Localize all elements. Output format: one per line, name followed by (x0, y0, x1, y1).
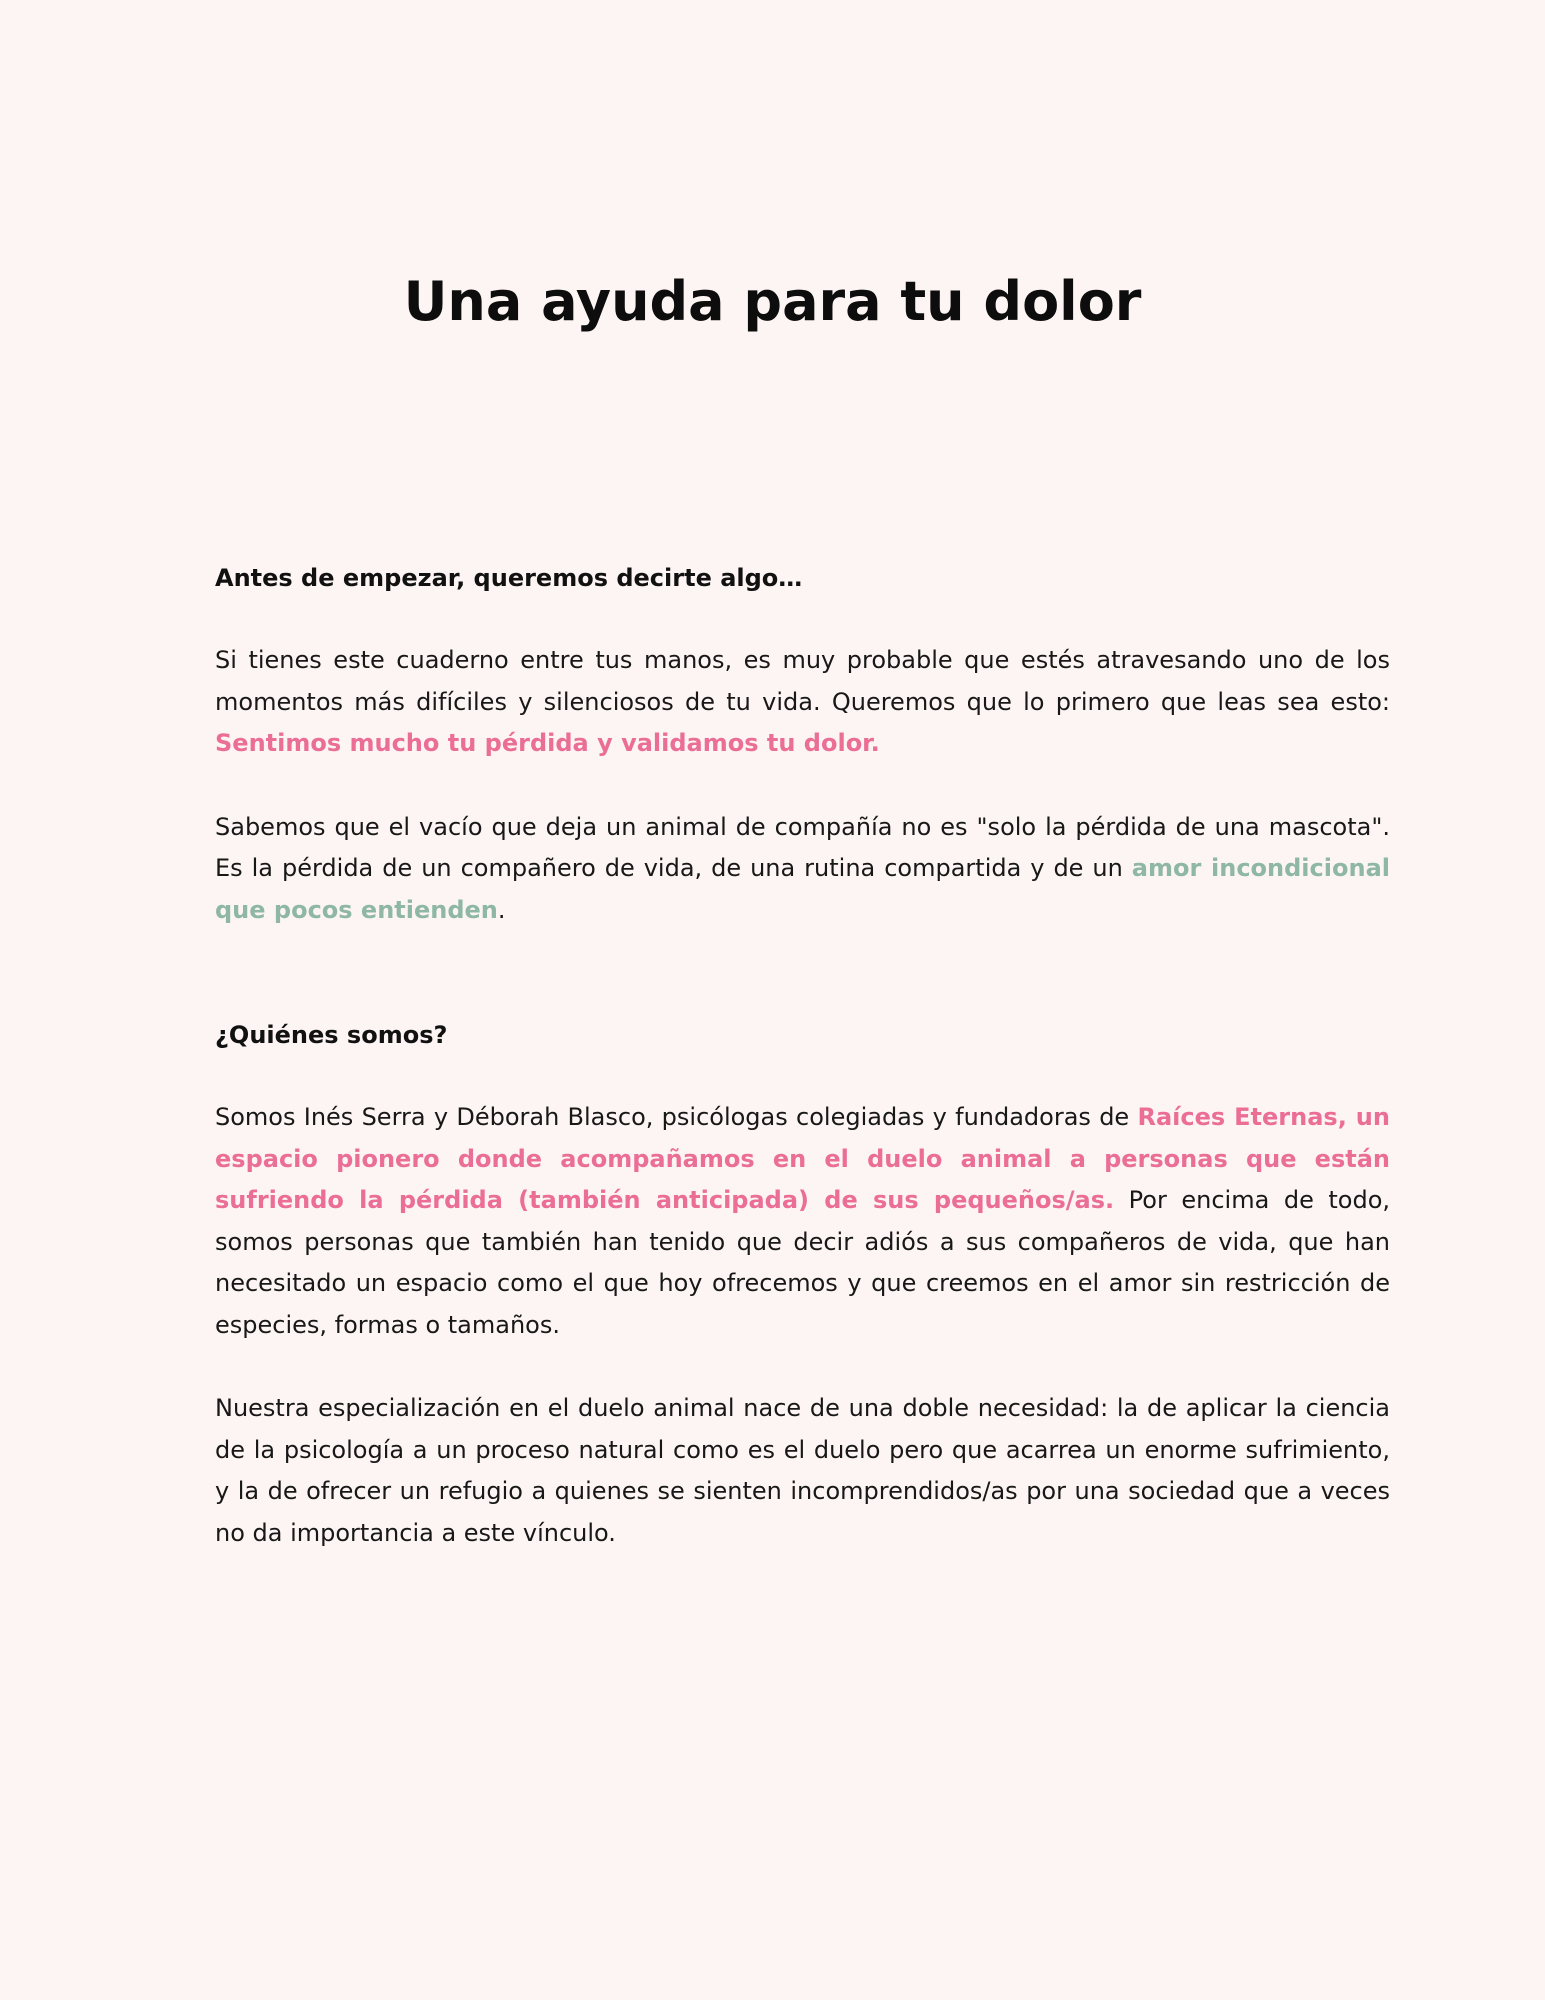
paragraph-intro-text: Si tienes este cuaderno entre tus manos, es muy probable que estés atravesando uno de los momentos más difíciles y silenciosos de tu vida. Queremos que lo primero que leas sea esto: (215, 646, 1390, 716)
highlight-unconditional-love: amor incondicional que pocos entienden (215, 854, 1390, 924)
paragraph-about-text: Somos Inés Serra y Déborah Blasco, psicólogas colegiadas y fundadoras de (215, 1103, 1138, 1131)
highlight-condolence: Sentimos mucho tu pérdida y validamos tu dolor. (215, 729, 880, 757)
document-body (215, 557, 1390, 1554)
spacer (215, 1056, 1390, 1097)
section-heading-about: ¿Quiénes somos? (215, 1021, 448, 1049)
paragraph-intro (215, 640, 1390, 765)
spacer (215, 931, 1390, 1014)
paragraph-loss (215, 807, 1390, 932)
paragraph-about-end: Por encima de todo, somos personas que también han tenido que decir adiós a sus compañeros de vida, que han necesitado un espacio como el que hoy ofrecemos y que creemos en el amor sin restricción de especies, formas o tamaños. (215, 1186, 1391, 1339)
paragraph-loss-text: Sabemos que el vacío que deja un animal de compañía no es "solo la pérdida de una mascota". Es la pérdida de un compañero de vida, de una rutina compartida y de un (215, 812, 1390, 882)
page-title: Una ayuda para tu dolor (403, 270, 1142, 333)
paragraph-about (215, 1097, 1390, 1346)
paragraph-loss-end: . (497, 895, 506, 924)
section-heading-intro: Antes de empezar, queremos decirte algo… (215, 564, 803, 592)
spacer (215, 765, 1390, 807)
paragraph-specialization: Nuestra especialización en el duelo animal nace de una doble necesidad: la de aplicar la ciencia de la psicología a un proceso natural como es el duelo pero que acarrea un enorme sufrimiento, y la de ofrecer un refugio a quienes se sienten incomprendidos/as por una sociedad que a veces no da importancia a este vínculo. (215, 1394, 1390, 1547)
spacer (215, 1346, 1390, 1388)
spacer (215, 599, 1390, 640)
highlight-raices-eternas: Raíces Eternas, un espacio pionero donde acompañamos en el duelo animal a personas que están sufriendo la pérdida (también anticipada) de sus pequeños/as. (215, 1103, 1390, 1214)
